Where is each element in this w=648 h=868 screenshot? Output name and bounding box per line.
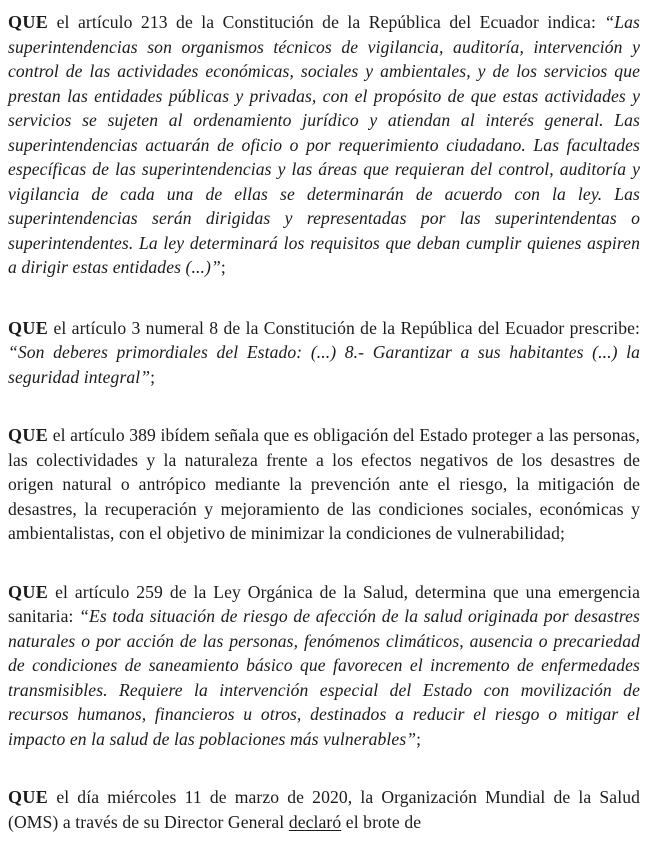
paragraph-lead: QUE — [8, 317, 49, 338]
underlined-word: declaró — [288, 811, 342, 832]
document-page — [8, 10, 640, 868]
paragraph-text: el día miércoles 11 de marzo de 2020, la Organización Mundial de la Salud (OMS) a través de su Director General — [8, 787, 640, 832]
paragraph-lead: QUE — [8, 425, 49, 445]
paragraph-text: el artículo 213 de la Constitución de la República del Ecuador indica: — [48, 12, 605, 32]
paragraph-lead: QUE — [8, 581, 49, 602]
paragraph-article-213 — [8, 10, 640, 280]
paragraph-end: ; — [150, 366, 156, 387]
paragraph-quote: “Las superintendencias son organismos técnicos de vigilancia, auditoría, intervención y control de las actividades económicas, sociales y ambientales, y de los servicios que prestan las entidades públicas y privadas, con el propósito de que estas actividades y servicios se sujeten al ordenamiento jurídico y atiendan al interés general. Las superintendencias actuarán de oficio o por requerimiento ciudadano. Las facultades específicas de las superintendencias y las áreas que requieran del control, auditoría y vigilancia de cada una de ellas se determinarán de acuerdo con la ley. Las superintendencias serán dirigidas y representadas por las superintendentas o superintendentes. La ley determinará los requisitos que deban cumplir quienes aspiren a dirigir estas entidades (...)” — [8, 12, 640, 277]
paragraph-tail: el brote de — [341, 811, 422, 832]
paragraph-article-3 — [8, 316, 640, 390]
paragraph-quote: “Es toda situación de riesgo de afección de la salud originada por desastres naturales o por acción de las personas, fenómenos climáticos, ausencia o precariedad de condiciones de saneamiento básico que favorecen el incremento de enfermedades transmisibles. Requiere la intervención especial del Estado con movilización de recursos humanos, financieros u otros, destinados a reducir el riesgo o mitigar el impacto en la salud de las poblaciones más vulnerables” — [8, 606, 640, 749]
paragraph-lead: QUE — [8, 787, 49, 807]
paragraph-article-389 — [8, 423, 640, 546]
paragraph-article-259 — [8, 580, 640, 752]
paragraph-lead: QUE — [8, 12, 49, 32]
paragraph-end: ; — [220, 257, 226, 277]
paragraph-text: el artículo 259 de la Ley Orgánica de la Salud, determina que una emergencia sanitaria: — [8, 581, 640, 626]
paragraph-oms — [8, 785, 640, 834]
paragraph-text: el artículo 389 ibídem señala que es obligación del Estado proteger a las personas, las colectividades y la naturaleza frente a los efectos negativos de los desastres de origen natural o antrópico mediante la prevención ante el riesgo, la mitigación de desastres, la recuperación y mejoramiento de las condiciones sociales, económicas y ambientalistas, con el objetivo de minimizar la condiciones de vulnerabilidad; — [8, 425, 640, 543]
paragraph-text: el artículo 3 numeral 8 de la Constitución de la República del Ecuador prescribe: — [48, 317, 640, 338]
paragraph-quote: “Son deberes primordiales del Estado: (...) 8.- Garantizar a sus habitantes (...) la seguridad integral” — [8, 342, 640, 387]
paragraph-end: ; — [416, 728, 422, 749]
